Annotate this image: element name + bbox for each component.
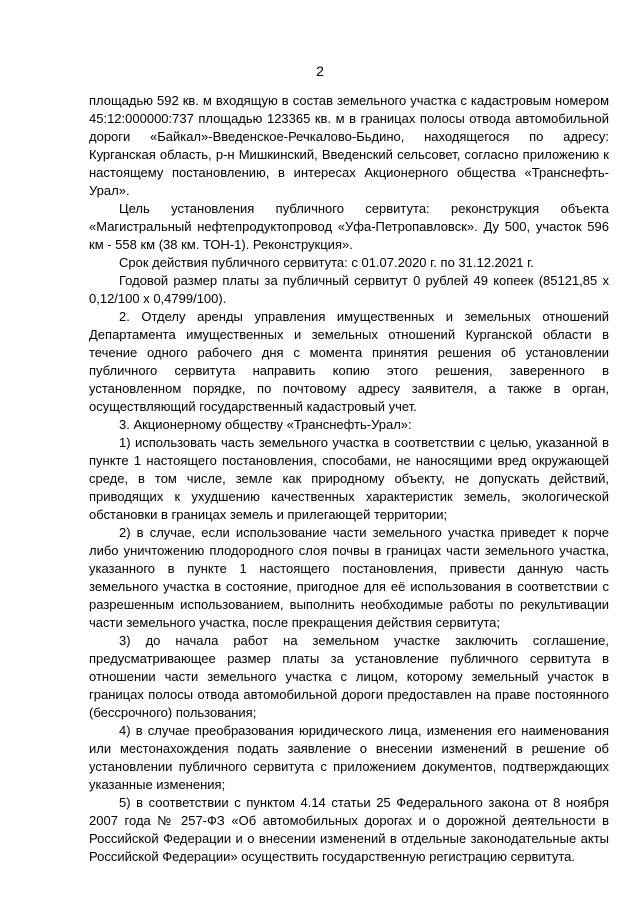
- paragraph-servitude-term: Срок действия публичного сервитута: с 01.07.2020 г. по 31.12.2021 г.: [119, 255, 534, 270]
- paragraph-item-3: 3. Акционерному обществу «Транснефть-Урал»:: [119, 417, 412, 432]
- paragraph-item-2: 2. Отделу аренды управления имущественных и земельных отношений Департамента имущественных и земельных отношений Курганской области в течение одного рабочего дня с момента принятия решения об установлении публичного сервитута направить копию этого решения, заверенного в установленном порядке, по почтовому адресу заявителя, а также в орган, осуществляющий государственный кадастровый учет.: [89, 309, 609, 414]
- paragraph-plot-description: площадью 592 кв. м входящую в состав земельного участка с кадастровым номером 45:12:000000:737 площадью 123365 кв. м в границах полосы отвода автомобильной дороги «Байкал»-Введенское-Речкалово-Бьдино, находящегося по адресу: Курганская область, р-н Мишкинский, Введенский сельсовет, согласно приложению к настоящему постановлению, в интересах Акционерного общества «Транснефть-Урал».: [89, 93, 609, 198]
- paragraph-subitem-4: 4) в случае преобразования юридического лица, изменения его наименования или местонахождения подать заявление о внесении изменений в решение об установлении публичного сервитута с приложением документов, подтверждающих указанные изменения;: [89, 723, 609, 792]
- paragraph-subitem-5: 5) в соответствии с пунктом 4.14 статьи 25 Федерального закона от 8 ноября 2007 года № 257-ФЗ «Об автомобильных дорогах и о дорожной деятельности в Российской Федерации и о внесении изменений в отдельные законодательные акты Российской Федерации» осуществить государственную регистрацию сервитута.: [89, 795, 609, 864]
- paragraph-subitem-3: 3) до начала работ на земельном участке заключить соглашение, предусматривающее размер платы за установление публичного сервитута в отношении части земельного участка с лицом, которому земельный участок в границах полосы отвода автомобильной дороги предоставлен на праве постоянного (бессрочного) пользования;: [89, 633, 609, 720]
- paragraph-annual-fee: Годовой размер платы за публичный сервитут 0 рублей 49 копеек (85121,85 х 0,12/100 х 0,4799/100).: [89, 273, 609, 306]
- document-body: [89, 92, 609, 866]
- page-number: 2: [316, 63, 324, 79]
- paragraph-servitude-purpose: Цель установления публичного сервитута: реконструкция объекта «Магистральный нефтепродуктопровод «Уфа-Петропавловск». Ду 500, участок 596 км - 558 км (38 км. ТОН-1). Реконструкция».: [89, 201, 609, 252]
- paragraph-subitem-2: 2) в случае, если использование части земельного участка приведет к порче либо уничтожению плодородного слоя почвы в границах части земельного участка, указанного в пункте 1 настоящего постановления, привести данную часть земельного участка в состояние, пригодное для её использования в соответствии с разрешенным использованием, выполнить необходимые работы по рекультивации части земельного участка, после прекращения действия сервитута;: [89, 525, 609, 630]
- paragraph-subitem-1: 1) использовать часть земельного участка в соответствии с целью, указанной в пункте 1 настоящего постановления, способами, не наносящими вред окружающей среде, в том числе, земле как природному объекту, не допускать действий, приводящих к ухудшению качественных характеристик земель, экологической обстановки в границах земель и прилегающей территории;: [89, 435, 609, 522]
